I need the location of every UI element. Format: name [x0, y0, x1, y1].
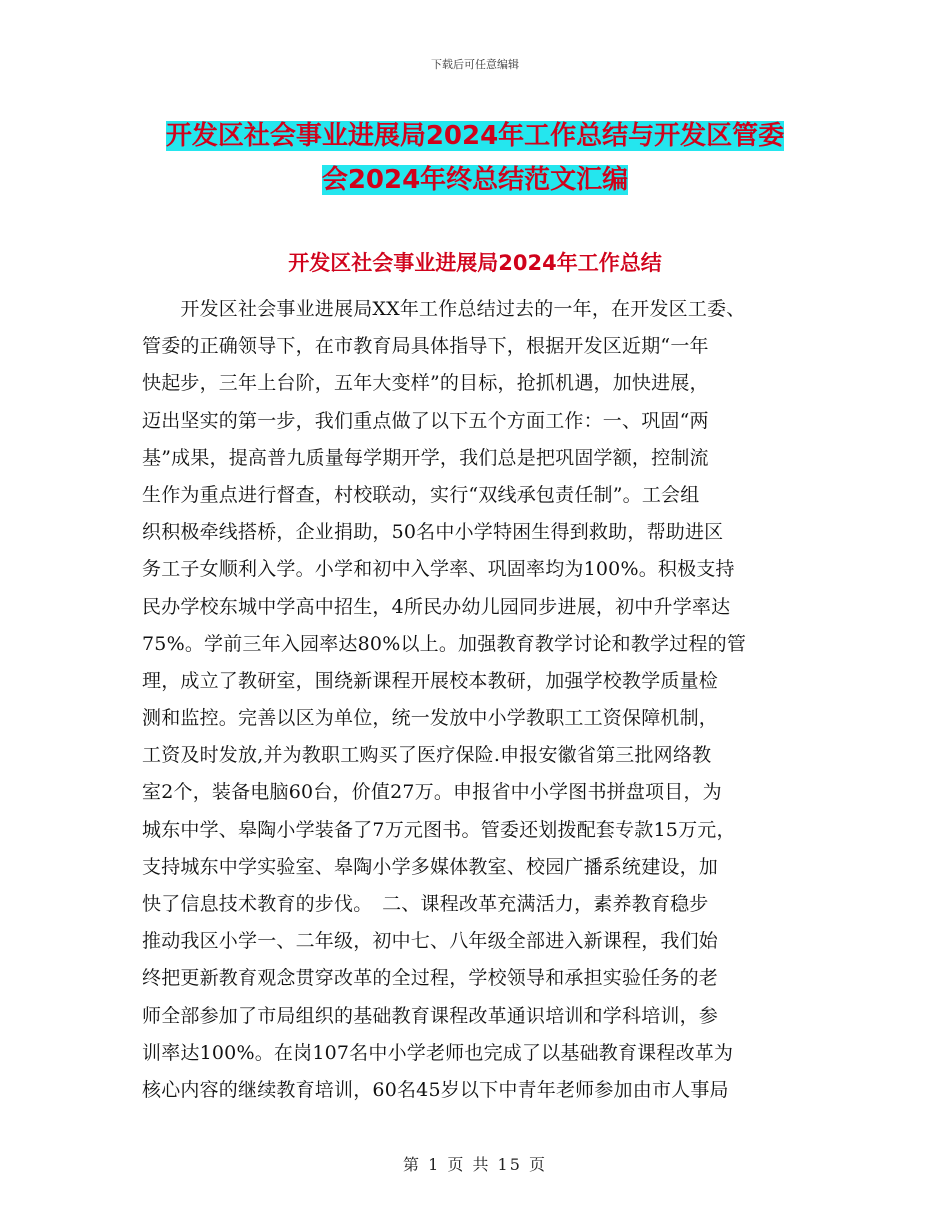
body-line: 支持城东中学实验室、皋陶小学多媒体教室、校园广播系统建设，加: [142, 855, 719, 878]
page-number-footer: 第 1 页 共 15 页: [403, 1155, 547, 1174]
document-title-line-2: 会2024年终总结范文汇编: [321, 165, 629, 195]
body-line: 师全部参加了市局组织的基础教育课程改革通识培训和学科培训，参: [142, 1004, 719, 1027]
body-line: 管委的正确领导下，在市教育局具体指导下，根据开发区近期“一年: [142, 335, 709, 358]
body-line: 开发区社会事业进展局XX年工作总结过去的一年，在开发区工委、: [142, 298, 746, 320]
body-line: 生作为重点进行督查，村校联动，实行“双线承包责任制”。工会组: [142, 483, 700, 506]
body-line: 织积极牵线搭桥，企业捐助，50名中小学特困生得到救助，帮助进区: [142, 521, 724, 544]
body-line: 室2个，装备电脑60台，价值27万。申报省中小学图书拼盘项目，为: [142, 781, 722, 804]
header-note: 下载后可任意编辑: [431, 58, 519, 71]
body-line: 测和监控。完善以区为单位，统一发放中小学教职工工资保障机制，: [142, 707, 719, 730]
body-line: 快了信息技术教育的步伐。 二、课程改革充满活力，素养教育稳步: [142, 893, 709, 915]
body-text: [142, 291, 822, 1109]
body-line: 理，成立了教研室，围绕新课程开展校本教研，加强学校教学质量检: [142, 669, 719, 692]
body-line: 工资及时发放,并为教职工购买了医疗保险.申报安徽省第三批网络教: [142, 744, 712, 767]
body-line: 民办学校东城中学高中招生，4所民办幼儿园同步进展，初中升学率达: [142, 595, 731, 618]
body-line: 务工子女顺利入学。小学和初中入学率、巩固率均为100%。积极支持: [142, 558, 735, 581]
section-title: 开发区社会事业进展局2024年工作总结: [288, 251, 662, 275]
body-line: 终把更新教育观念贯穿改革的全过程，学校领导和承担实验任务的老: [142, 967, 719, 990]
body-line: 基”成果，提高普九质量每学期开学，我们总是把巩固学额，控制流: [142, 446, 709, 469]
body-line: 推动我区小学一、二年级，初中七、八年级全部进入新课程，我们始: [142, 930, 719, 953]
document-title: [0, 114, 950, 202]
body-line: 快起步，三年上台阶，五年大变样”的目标，抢抓机遇，加快进展，: [142, 372, 709, 395]
document-title-line-1: 开发区社会事业进展局2024年工作总结与开发区管委: [165, 121, 785, 151]
body-line: 迈出坚实的第一步，我们重点做了以下五个方面工作：一、巩固“两: [142, 409, 709, 432]
body-line: 75%。学前三年入园率达80%以上。加强教育教学讨论和教学过程的管: [142, 632, 747, 655]
body-line: 核心内容的继续教育培训，60名45岁以下中青年老师参加由市人事局: [142, 1078, 729, 1101]
body-line: 训率达100%。在岗107名中小学老师也完成了以基础教育课程改革为: [142, 1041, 734, 1064]
body-line: 城东中学、皋陶小学装备了7万元图书。管委还划拨配套专款15万元，: [142, 818, 736, 841]
